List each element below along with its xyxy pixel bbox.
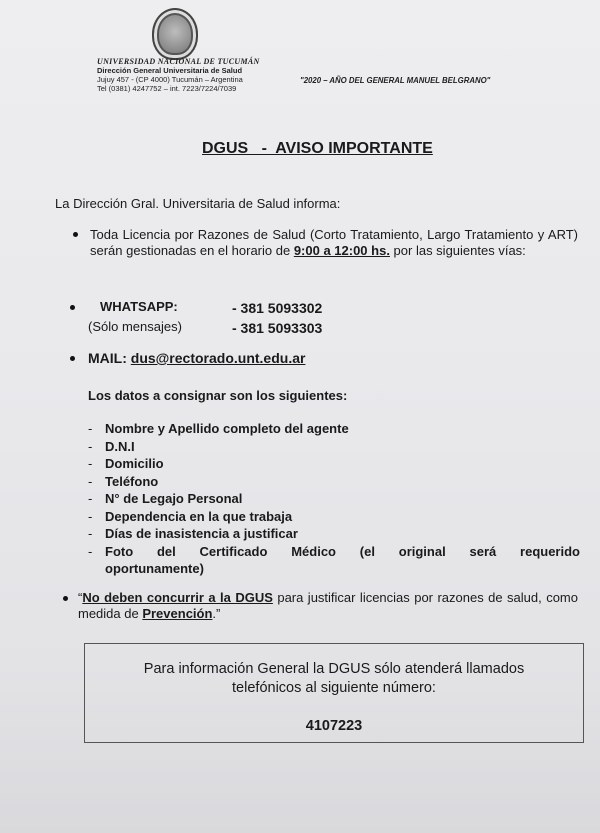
licencias-paragraph: Toda Licencia por Razones de Salud (Corto Tratamiento, Largo Tratamiento y ART) serán gestionadas en el horario de 9:00 a 12:00 hs. por las siguientes vías: (90, 227, 578, 258)
institution-header (97, 57, 260, 93)
list-item: - Teléfono (88, 473, 580, 491)
whatsapp-note: (Sólo mensajes) (88, 319, 182, 334)
mail-address: dus@rectorado.unt.edu.ar (130, 350, 306, 366)
address: Jujuy 457 - (CP 4000) Tucumán – Argentina (97, 75, 243, 84)
list-item: - Foto del Certificado Médico (el original será requerido (88, 543, 580, 561)
list-item: - Domicilio (88, 455, 580, 473)
bullet-icon (63, 596, 68, 601)
university-name: UNIVERSIDAD NACIONAL DE TUCUMÁN (97, 57, 260, 66)
prevention-word: Prevención (142, 606, 213, 621)
info-phone-number: 4107223 (305, 718, 363, 734)
warning-emphasis: No deben concurrir a la DGUS (82, 590, 273, 605)
list-item-continuation: oportunamente) (105, 561, 204, 576)
whatsapp-label: WHATSAPP: (100, 299, 178, 314)
phone: Tel (0381) 4247752 – int. 7223/7224/7039 (97, 84, 237, 93)
bullet-icon (70, 356, 75, 361)
university-seal-icon (152, 8, 198, 60)
mail-label: MAIL: (88, 350, 131, 366)
bullet-icon (70, 305, 75, 310)
mail-line (88, 350, 305, 366)
whatsapp-number-2: - 381 5093303 (232, 320, 323, 336)
info-text: Para información General la DGUS sólo atenderá llamados telefónicos al siguiente número: (143, 661, 525, 696)
warning-paragraph: “No deben concurrir a la DGUS para justificar licencias por razones de salud, como medida de Prevención.” (78, 590, 578, 621)
list-item: - Dependencia en la que trabaja (88, 508, 580, 526)
datos-heading: Los datos a consignar son los siguientes: (88, 388, 348, 403)
list-item: - N° de Legajo Personal (88, 490, 580, 508)
year-motto: "2020 – AÑO DEL GENERAL MANUEL BELGRANO" (300, 76, 491, 85)
list-item: - Nombre y Apellido completo del agente (88, 420, 580, 438)
hours: 9:00 a 12:00 hs. (293, 243, 390, 258)
list-item: - Días de inasistencia a justificar (88, 525, 580, 543)
list-item: - D.N.I (88, 438, 580, 456)
bullet-icon (73, 232, 78, 237)
page-title: DGUS - AVISO IMPORTANTE (202, 140, 433, 157)
direction-name: Dirección General Universitaria de Salud (97, 66, 243, 75)
info-box (84, 643, 584, 743)
whatsapp-number-1: - 381 5093302 (232, 300, 323, 316)
datos-list (88, 420, 580, 578)
intro-text: La Dirección Gral. Universitaria de Salud informa: (55, 196, 341, 211)
